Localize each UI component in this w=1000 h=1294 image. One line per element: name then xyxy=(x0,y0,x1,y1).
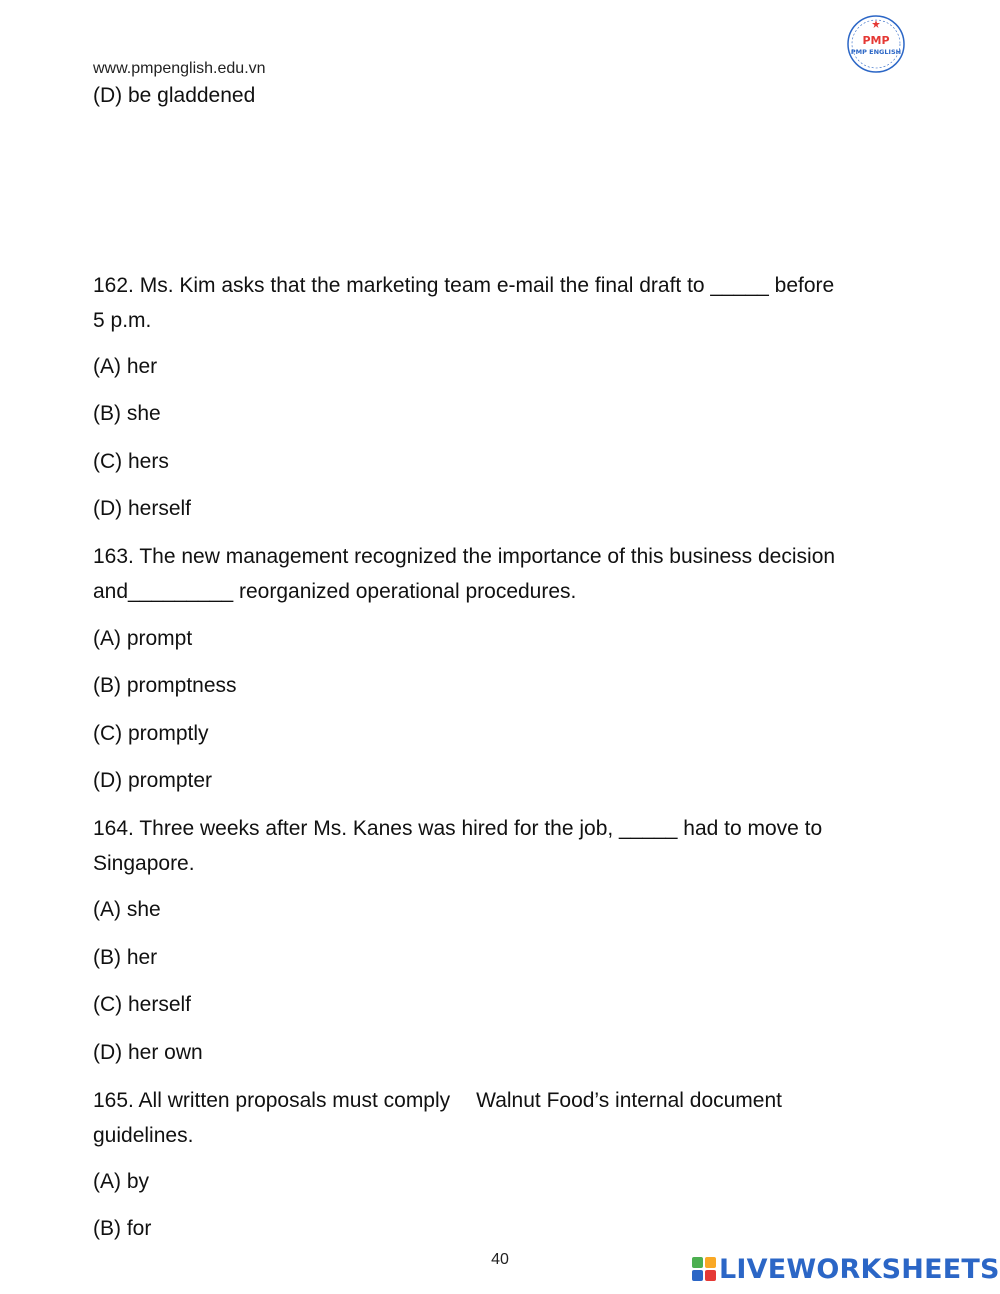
logo-text: PMP ENGLISH xyxy=(850,48,902,56)
site-url: www.pmpenglish.edu.vn xyxy=(93,60,266,77)
question-163-line1: 163. The new management recognized the importance of this business decision xyxy=(93,545,836,568)
q162-option-d: (D) herself xyxy=(93,497,192,520)
page-number: 40 xyxy=(491,1251,509,1268)
q163-option-d: (D) prompter xyxy=(93,769,213,792)
question-164-line1: 164. Three weeks after Ms. Kanes was hired for the job, _____ had to move to xyxy=(93,817,823,840)
question-165-line1 xyxy=(93,1083,913,1118)
question-165-line1-part2: Walnut Food’s internal document xyxy=(476,1089,782,1112)
question-162 xyxy=(93,268,913,338)
pmp-english-logo xyxy=(846,14,906,74)
question-162-line1: 162. Ms. Kim asks that the marketing team e-mail the final draft to _____ before xyxy=(93,274,835,297)
svg-text:PMP: PMP xyxy=(862,34,890,47)
q163-option-b: (B) promptness xyxy=(93,674,237,697)
question-164 xyxy=(93,811,913,881)
q162-option-b: (B) she xyxy=(93,402,161,425)
question-165-line2: guidelines. xyxy=(93,1124,194,1147)
question-165-line1-part1: 165. All written proposals must comply xyxy=(93,1089,451,1112)
q164-option-d: (D) her own xyxy=(93,1041,203,1064)
q163-option-a: (A) prompt xyxy=(93,627,193,650)
question-163-line2: and_________ reorganized operational procedures. xyxy=(93,580,577,603)
carryover-option-d: (D) be gladdened xyxy=(93,84,256,107)
q164-option-a: (A) she xyxy=(93,898,161,921)
q163-option-c: (C) promptly xyxy=(93,722,209,745)
question-162-line2: 5 p.m. xyxy=(93,309,152,332)
q165-option-b: (B) for xyxy=(93,1217,152,1240)
question-165 xyxy=(93,1083,913,1153)
q162-option-c: (C) hers xyxy=(93,450,169,473)
liveworksheets-logo-icon xyxy=(692,1257,716,1281)
q164-option-c: (C) herself xyxy=(93,993,192,1016)
q165-option-a: (A) by xyxy=(93,1170,150,1193)
liveworksheets-text: LIVEWORKSHEETS xyxy=(719,1253,1000,1285)
question-164-line2: Singapore. xyxy=(93,852,195,875)
liveworksheets-brand[interactable] xyxy=(692,1252,1000,1286)
question-163 xyxy=(93,539,913,609)
q162-option-a: (A) her xyxy=(93,355,158,378)
q164-option-b: (B) her xyxy=(93,946,158,969)
